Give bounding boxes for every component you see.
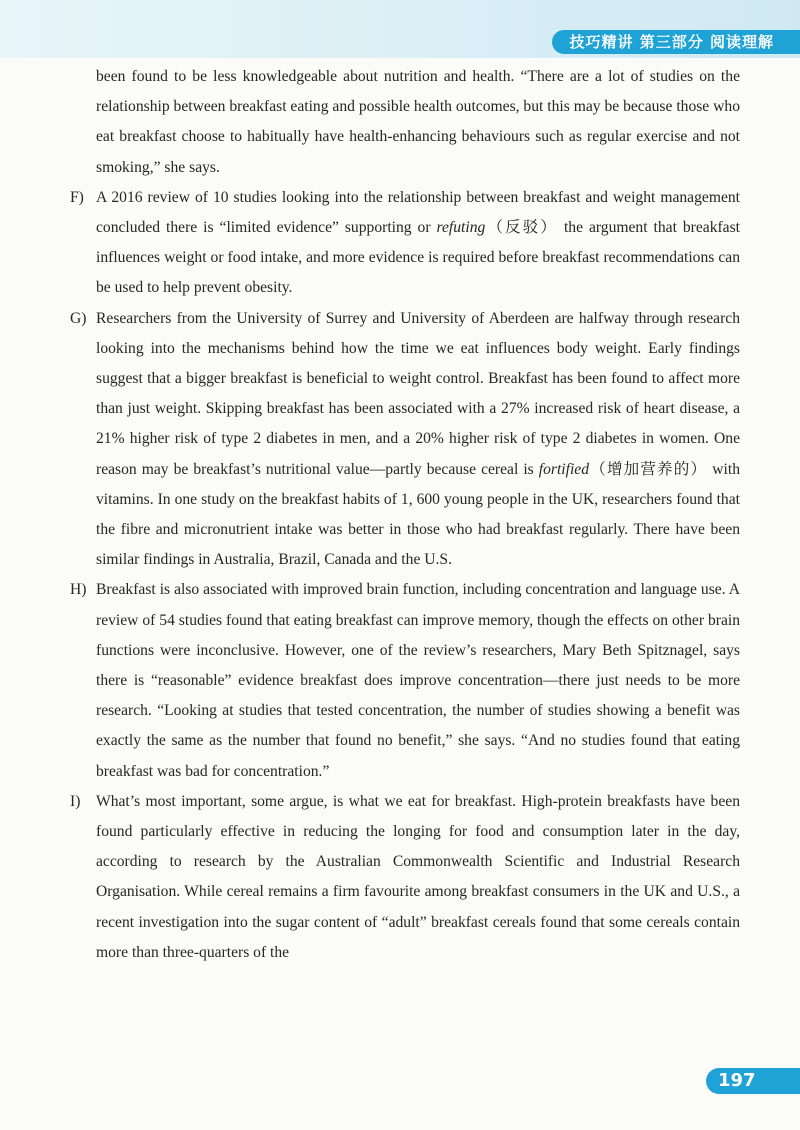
paragraph-letter: I) [70,792,81,810]
paragraph-text: with vitamins. In one study on the breakfast habits of 1, 600 young people in the UK, researchers found that the fibre and micronutrient intake was better in those who had breakfast regularly. There have been similar findings in Australia, Brazil, Canada and the U.S. [96,460,740,569]
paragraph-letter: G) [70,309,87,327]
paragraph-text: Breakfast is also associated with improved brain function, including concentration and language use. A review of 54 studies found that eating breakfast can improve memory, though the effects on other brain functions were inconclusive. However, one of the review’s researchers, Mary Beth Spitznagel, says there is “reasonable” evidence breakfast does improve concentration—there just needs to be more research. “Looking at studies that tested concentration, the number of studies showing a benefit was exactly the same as the number that found no benefit,” she says. “And no studies found that eating breakfast was bad for concentration.” [96,581,740,780]
section-header-tab: 技巧精讲 第三部分 阅读理解 [552,30,800,54]
paragraph-text: A 2016 review of 10 studies looking into the relationship between breakfast and weight management concluded there is “limited evidence” supporting or [96,188,740,237]
paragraph-h [70,575,740,786]
vocab-gloss: （反驳） [485,219,558,237]
vocab-term: fortified [538,460,589,478]
vocab-term: refuting [436,219,486,237]
article-body [70,62,740,968]
paragraph-letter: F) [70,188,84,206]
paragraph-text: Researchers from the University of Surrey and University of Aberdeen are halfway through research looking into the mechanisms behind how the time we eat influences body weight. Early findings suggest that a bigger breakfast is beneficial to weight control. Breakfast has been found to affect more than just weight. Skipping breakfast has been associated with a 27% increased risk of heart disease, a 21% higher risk of type 2 diabetes in men, and a 20% higher risk of type 2 diabetes in women. One reason may be breakfast’s nutritional value—partly because cereal is [96,309,740,478]
page-number: 197 [706,1068,800,1094]
paragraph-continued [70,62,740,183]
paragraph-f [70,183,740,304]
paragraph-letter: H) [70,581,87,599]
paragraph-text: the argument that breakfast influences weight or food intake, and more evidence is required before breakfast recommendations can be used to help prevent obesity. [96,219,740,297]
vocab-gloss: （增加营养的） [589,460,708,478]
paragraph-i [70,787,740,968]
paragraph-text: been found to be less knowledgeable about nutrition and health. “There are a lot of studies on the relationship between breakfast eating and possible health outcomes, but this may be because those who eat breakfast choose to habitually have health-enhancing behaviours such as regular exercise and not smoking,” she says. [96,68,740,176]
paragraph-text: What’s most important, some argue, is what we eat for breakfast. High-protein breakfasts have been found particularly effective in reducing the longing for food and consumption later in the day, according to research by the Australian Commonwealth Scientific and Industrial Research Organisation. While cereal remains a firm favourite among breakfast consumers in the UK and U.S., a recent investigation into the sugar content of “adult” breakfast cereals found that some cereals contain more than three-quarters of the [96,792,740,961]
paragraph-g [70,304,740,576]
